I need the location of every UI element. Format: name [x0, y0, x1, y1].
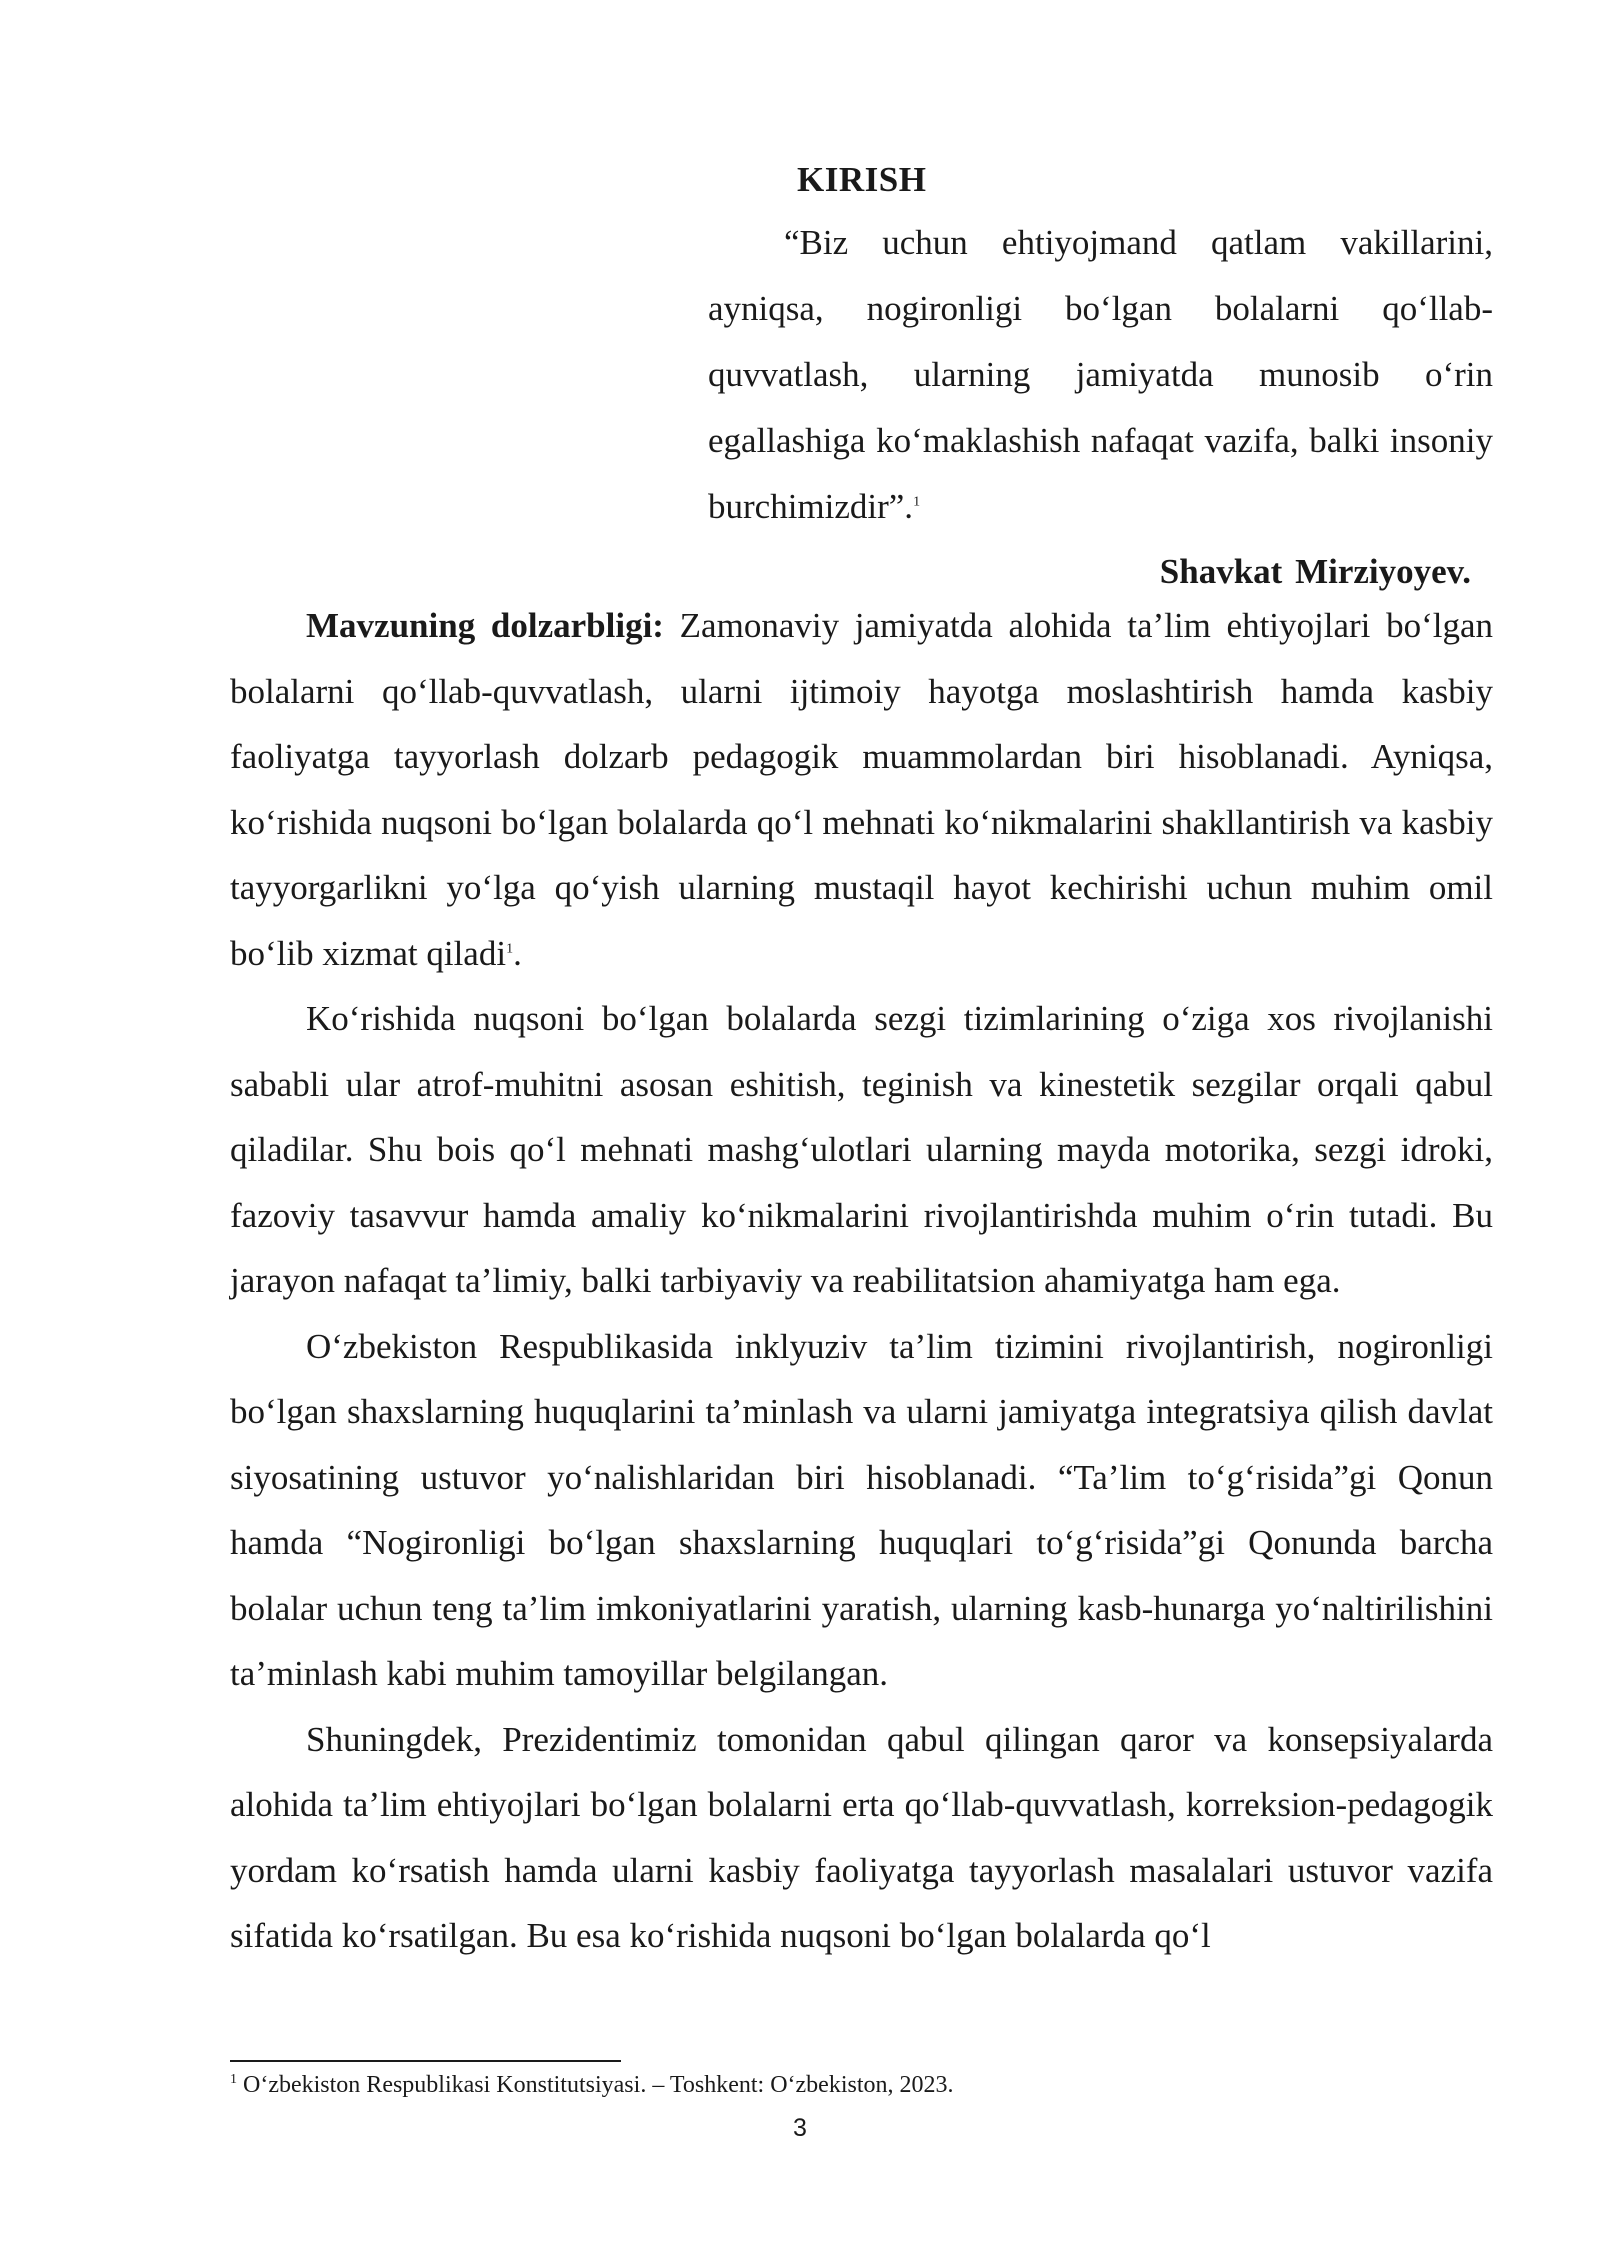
footnote-text: O‘zbekiston Respublikasi Konstitutsiyasi. – Toshkent: O‘zbekiston, 2023.	[237, 2072, 954, 2098]
footnote	[230, 2072, 954, 2099]
paragraph-text: Zamonaviy jamiyatda alohida ta’lim ehtiyojlari bo‘lgan bolalarni qo‘llab-quvvatlash, ularni ijtimoiy hayotga moslashtirish hamda kasbiy faoliyatga tayyorlash dolzarb pedagogik muammolardan biri hisoblanadi. Ayniqsa, ko‘rishida nuqsoni bo‘lgan bolalarda qo‘l mehnati ko‘nikmalarini shakllantirish va kasbiy tayyorgarlikni yo‘lga qo‘yish ularning mustaqil hayot kechirishi uchun muhim omil bo‘lib xizmat qiladi	[230, 606, 1494, 973]
footnote-ref: 1	[506, 940, 514, 956]
epigraph-footnote-ref: 1	[913, 494, 921, 510]
footnote-marker: 1	[230, 2072, 237, 2087]
paragraph: O‘zbekiston Respublikasida inklyuziv ta’lim tizimini rivojlantirish, nogironligi bo‘lgan shaxslarning huquqlarini ta’minlash va ularni jamiyatga integratsiya qilish davlat siyosatining ustuvor yo‘nalishlaridan biri hisoblanadi. “Ta’lim to‘g‘risida”gi Qonun hamda “Nogironligi bo‘lgan shaxslarning huquqlari to‘g‘risida”gi Qonunda barcha bolalar uchun teng ta’lim imkoniyatlarini yaratish, ularning kasb-hunarga yo‘naltirilishini ta’minlash kabi muhim tamoyillar belgilangan.	[230, 1326, 1493, 1693]
paragraph: Shuningdek, Prezidentimiz tomonidan qabul qilingan qaror va konsepsiyalarda alohida ta’lim ehtiyojlari bo‘lgan bolalarni erta qo‘llab-quvvatlash, korreksion-pedagogik yordam ko‘rsatish hamda ularni kasbiy faoliyatga tayyorlash masalalari ustuvor vazifa sifatida ko‘rsatilgan. Bu esa ko‘rishida nuqsoni bo‘lgan bolalarda qo‘l	[230, 1719, 1493, 1955]
epigraph-author: Shavkat Mirziyoyev.	[1159, 552, 1471, 591]
epigraph-text: “Biz uchun ehtiyojmand qatlam vakillarini, ayniqsa, nogironligi bo‘lgan bolalarni qo‘llab-quvvatlash, ularning jamiyatda munosib o‘rin egallashiga ko‘maklashish nafaqat vazifa, balki insoniy burchimizdir”.	[708, 223, 1493, 526]
page-number: 3	[793, 2114, 807, 2142]
body-text	[230, 593, 1493, 1969]
epigraph-quote	[708, 210, 1493, 540]
paragraph-lead: Mavzuning dolzarbligi:	[306, 606, 664, 645]
paragraph: Ko‘rishida nuqsoni bo‘lgan bolalarda sezgi tizimlarining o‘ziga xos rivojlanishi sababli ular atrof-muhitni asosan eshitish, teginish va kinestetik sezgilar orqali qabul qiladilar. Shu bois qo‘l mehnati mashg‘ulotlari ularning mayda motorika, sezgi idroki, fazoviy tasavvur hamda amaliy ko‘nikmalarini rivojlantirishda muhim o‘rin tutadi. Bu jarayon nafaqat ta’limiy, balki tarbiyaviy va reabilitatsion ahamiyatga ham ega.	[230, 999, 1493, 1300]
footnote-separator	[230, 2060, 621, 2062]
section-heading: KIRISH	[797, 160, 927, 199]
paragraph	[230, 593, 1493, 986]
paragraph-tail: .	[513, 933, 522, 973]
